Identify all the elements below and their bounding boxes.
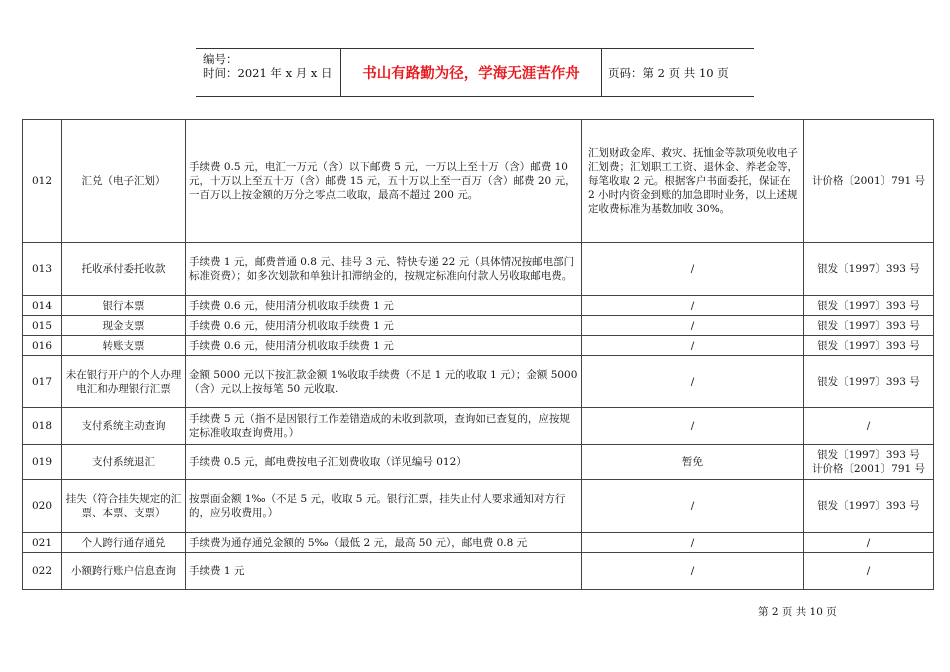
fee-note: / <box>582 480 804 533</box>
fee-standard: 金额 5000 元以下按汇款金额 1%收取手续费（不足 1 元的收取 1 元）；金额 5000（含）元以上按每笔 50 元收取. <box>186 356 582 408</box>
fee-basis: 银发〔1997〕393 号 <box>804 480 934 533</box>
fee-basis: / <box>804 533 934 553</box>
fee-basis <box>804 445 934 480</box>
row-number: 015 <box>23 316 62 336</box>
fee-basis-line: 计价格〔2001〕791 号 <box>811 463 926 475</box>
table-row <box>23 445 934 480</box>
service-name: 支付系统主动查询 <box>62 408 186 445</box>
fee-note: / <box>582 243 804 296</box>
fee-basis: 银发〔1997〕393 号 <box>804 296 934 316</box>
service-name: 现金支票 <box>62 316 186 336</box>
row-number: 020 <box>23 480 62 533</box>
row-number: 018 <box>23 408 62 445</box>
table-row <box>23 243 934 296</box>
fee-standard: 手续费 1 元，邮费普通 0.8 元、挂号 3 元、特快专递 22 元（具体情况按邮电部门标准资费）；如多次划款和单独计扣滞纳金的，按规定标准向付款人另收取邮电费。 <box>186 243 582 296</box>
row-number: 022 <box>23 553 62 590</box>
page-footer: 第 2 页 共 10 页 <box>758 606 837 618</box>
service-name: 转账支票 <box>62 336 186 356</box>
header-motto: 书山有路勤为径，学海无涯苦作舟 <box>340 49 602 96</box>
fee-note: / <box>582 336 804 356</box>
fee-table <box>22 119 934 590</box>
fee-standard: 手续费为通存通兑金额的 5‰（最低 2 元，最高 50 元），邮电费 0.8 元 <box>186 533 582 553</box>
service-name: 挂失（符合挂失规定的汇票、本票、支票） <box>62 480 186 533</box>
header-number-label: 编号： <box>203 52 238 66</box>
fee-standard: 手续费 0.6 元，使用清分机收取手续费 1 元 <box>186 336 582 356</box>
fee-standard: 按票面金额 1‰（不足 5 元，收取 5 元。银行汇票，挂失止付人要求通知对方行的，应另收费用。） <box>186 480 582 533</box>
fee-note: / <box>582 356 804 408</box>
fee-basis-line: 银发〔1997〕393 号 <box>817 449 920 461</box>
fee-basis: / <box>804 408 934 445</box>
service-name: 小额跨行账户信息查询 <box>62 553 186 590</box>
table-row <box>23 480 934 533</box>
fee-standard: 手续费 0.5 元，电汇一万元（含）以下邮费 5 元，一万以上至十万（含）邮费 10 元，十万以上至五十万（含）邮费 15 元，五十万以上至一百万（含）邮费 20 元，一百万以上按金额的万分之零点二收取，最高不超过 200 元。 <box>186 120 582 243</box>
table-row <box>23 408 934 445</box>
header-info <box>196 49 340 96</box>
fee-basis: 计价格〔2001〕791 号 <box>804 120 934 243</box>
fee-note: / <box>582 553 804 590</box>
header-time-label: 时间：2021 年 x 月 x 日 <box>203 66 333 80</box>
fee-basis: / <box>804 553 934 590</box>
table-row <box>23 553 934 590</box>
table-row <box>23 533 934 553</box>
row-number: 013 <box>23 243 62 296</box>
row-number: 016 <box>23 336 62 356</box>
fee-note: / <box>582 533 804 553</box>
fee-basis: 银发〔1997〕393 号 <box>804 356 934 408</box>
row-number: 019 <box>23 445 62 480</box>
fee-standard: 手续费 1 元 <box>186 553 582 590</box>
fee-note: / <box>582 316 804 336</box>
fee-standard: 手续费 0.6 元，使用清分机收取手续费 1 元 <box>186 296 582 316</box>
header-page-code: 页码：第 2 页 共 10 页 <box>608 65 729 80</box>
table-row <box>23 296 934 316</box>
service-name: 托收承付委托收款 <box>62 243 186 296</box>
fee-standard: 手续费 0.5 元，邮电费按电子汇划费收取（详见编号 012） <box>186 445 582 480</box>
fee-basis: 银发〔1997〕393 号 <box>804 336 934 356</box>
fee-standard: 手续费 0.6 元，使用清分机收取手续费 1 元 <box>186 316 582 336</box>
fee-note: 暂免 <box>582 445 804 480</box>
row-number: 014 <box>23 296 62 316</box>
fee-note: 汇划财政金库、救灾、抚恤金等款项免收电子汇划费；汇划职工工资、退休金、养老金等，每笔收取 2 元。根据客户书面委托，保证在 2 小时内资金到账的加急即时业务，以上述规定收费标准为基数加收 30%。 <box>582 120 804 243</box>
table-row <box>23 356 934 408</box>
table-row <box>23 316 934 336</box>
service-name: 汇兑（电子汇划） <box>62 120 186 243</box>
fee-basis: 银发〔1997〕393 号 <box>804 316 934 336</box>
fee-standard: 手续费 5 元（指不是因银行工作差错造成的未收到款项，查询如已查复的，应按规定标准收取查询费用。） <box>186 408 582 445</box>
page-header <box>196 48 754 97</box>
table-row <box>23 120 934 243</box>
service-name: 支付系统退汇 <box>62 445 186 480</box>
row-number: 012 <box>23 120 62 243</box>
service-name: 个人跨行通存通兑 <box>62 533 186 553</box>
row-number: 017 <box>23 356 62 408</box>
fee-basis: 银发〔1997〕393 号 <box>804 243 934 296</box>
service-name: 未在银行开户的个人办理电汇和办理银行汇票 <box>62 356 186 408</box>
row-number: 021 <box>23 533 62 553</box>
fee-note: / <box>582 408 804 445</box>
service-name: 银行本票 <box>62 296 186 316</box>
table-row <box>23 336 934 356</box>
fee-note: / <box>582 296 804 316</box>
